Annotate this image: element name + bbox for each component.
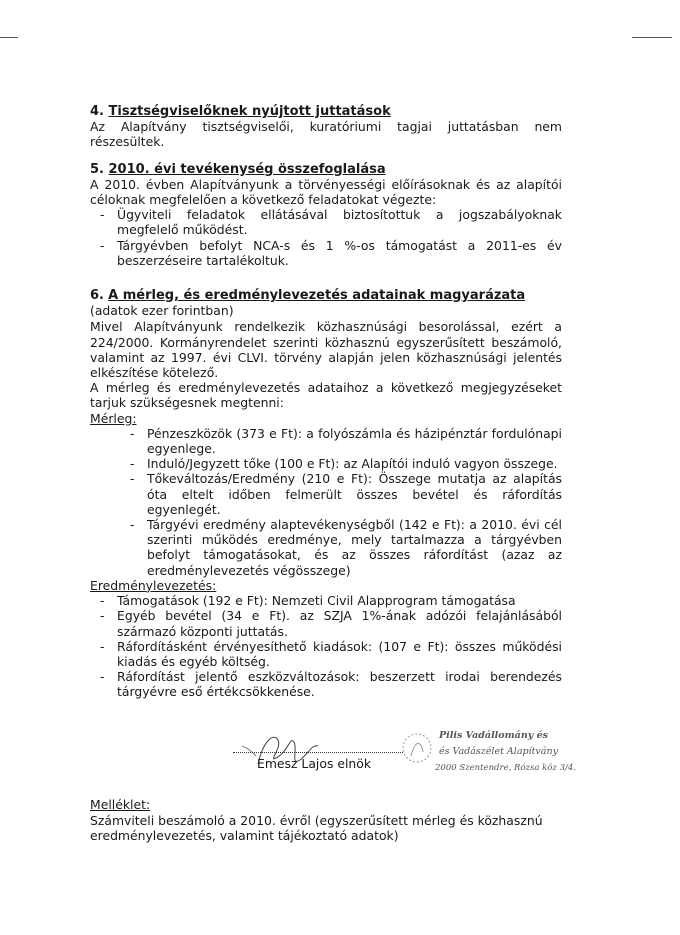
list-item: - Tárgyévi eredmény alaptevékenységből (142 e Ft): a 2010. évi cél szerinti működés eredménye, mely tartalmazza a tárgyévben befolyt támogatásokat, és az összes ráfordítást (azaz az eredménylevezetés végösszege) <box>130 517 562 578</box>
section-5-text: A 2010. évben Alapítványunk a törvényességi előírásoknak és az alapítói céloknak megfelelően a következő feladatokat végezte: <box>90 176 562 208</box>
section-4-heading <box>90 104 562 119</box>
eredmeny-list <box>90 593 562 699</box>
section-6-heading <box>90 287 562 319</box>
list-item-text: Ügyviteli feladatok ellátásával biztosítottuk a jogszabályoknak megfelelő működést. <box>117 207 562 238</box>
list-item: - Ráfordítást jelentő eszközváltozások: beszerzett irodai berendezés tárgyévre eső értékcsökkenése. <box>100 669 562 700</box>
section-5-number: 5. <box>90 161 104 177</box>
signer-name: Emesz Lajos elnök <box>257 756 372 771</box>
list-item-text: Ráfordítást jelentő eszközváltozások: beszerzett irodai berendezés tárgyévre eső értékcsökkenése. <box>117 669 562 700</box>
list-item-text: Tárgyévi eredmény alaptevékenységből (142 e Ft): a 2010. évi cél szerinti működés eredménye, mely tartalmazza a tárgyévben befolyt támogatásokat, és az összes ráfordítást (azaz az eredménylevezetés végösszege) <box>147 517 562 578</box>
list-item-text: Tőkeváltozás/Eredmény (210 e Ft): Összege mutatja az alapítás óta eltelt időben felmerült összes bevétel és ráfordítás egyenlegét. <box>147 471 562 517</box>
section-5-heading <box>90 162 562 177</box>
section-6-title: A mérleg, és eredménylevezetés adatainak magyarázata <box>108 288 526 304</box>
list-item-text: Induló/Jegyzett tőke (100 e Ft): az Alapítói induló vagyon összege. <box>147 456 558 472</box>
stamp-emblem-icon <box>401 726 435 776</box>
section-5-title: 2010. évi tevékenység összefoglalása <box>108 161 386 177</box>
list-item-text: Támogatások (192 e Ft): Nemzeti Civil Alapprogram támogatása <box>117 593 516 609</box>
section-4-text: Az Alapítvány tisztségviselői, kuratóriumi tagjai juttatásban nem részesültek. <box>90 119 562 150</box>
section-4-number: 4. <box>90 104 104 119</box>
section-6-para-2: A mérleg és eredménylevezetés adataihoz a következő megjegyzéseket tarjuk szükségesnek megtenni: <box>90 380 562 411</box>
eredmeny-label: Eredménylevezetés: <box>90 577 217 593</box>
section-6-para-1: Mivel Alapítványunk rendelkezik közhasznúsági besorolással, ezért a 224/2000. Kormányrendelet szerinti közhasznú egyszerűsített beszámoló, valamint az 1997. évi CLVI. törvény alapján jelen közhasznúsági jelentés elkészítése kötelező. <box>90 319 562 381</box>
section-4-title: Tisztségviselőknek nyújtott juttatások <box>108 104 391 119</box>
list-item: - Ügyviteli feladatok ellátásával biztosítottuk a jogszabályoknak megfelelő működést. <box>100 207 562 238</box>
attachment-section <box>90 797 562 844</box>
list-item: - Ráfordításként érvényesíthető kiadások: (107 e Ft): összes működési kiadás és egyéb költség. <box>100 638 562 669</box>
section-5-list <box>90 207 562 268</box>
list-item-text: Ráfordításként érvényesíthető kiadások: (107 e Ft): összes működési kiadás és egyéb költség. <box>117 638 562 669</box>
list-item: - Támogatások (192 e Ft): Nemzeti Civil Alapprogram támogatása <box>100 593 516 609</box>
section-6-number: 6. <box>90 288 104 304</box>
list-item: - Induló/Jegyzett tőke (100 e Ft): az Alapítói induló vagyon összege. <box>130 456 558 472</box>
organization-stamp <box>405 724 595 784</box>
stamp-line-2: és Vadászélet Alapítvány <box>439 746 558 757</box>
list-item: - Tárgyévben befolyt NCA-s és 1 %-os támogatást a 2011-es év beszerzéseire tartalékoltuk. <box>100 237 562 268</box>
stamp-line-3: 2000 Szentendre, Rózsa köz 3/4. <box>435 763 576 773</box>
list-item: - Tőkeváltozás/Eredmény (210 e Ft): Összege mutatja az alapítás óta eltelt időben felmerült összes bevétel és ráfordítás egyenlegét. <box>130 471 562 517</box>
attachment-label: Melléklet: <box>90 797 151 812</box>
merleg-label: Mérleg: <box>90 410 137 426</box>
section-6-heading-suffix: (adatok ezer forintban) <box>90 303 234 319</box>
list-item-text: Pénzeszközök (373 e Ft): a folyószámla és házipénztár fordulónapi egyenlege. <box>147 425 562 457</box>
list-item-text: Tárgyévben befolyt NCA-s és 1 %-os támogatást a 2011-es év beszerzéseire tartalékoltuk. <box>117 237 562 268</box>
merleg-list <box>90 426 562 578</box>
corner-rule-left <box>0 37 18 38</box>
attachment-text: Számviteli beszámoló a 2010. évről (egyszerűsített mérleg és közhasznú eredménylevezetés, valamint tájékoztató adatok) <box>90 812 543 844</box>
document-body <box>90 104 562 700</box>
list-item: - Pénzeszközök (373 e Ft): a folyószámla és házipénztár fordulónapi egyenlege. <box>130 425 562 457</box>
list-item-text: Egyéb bevétel (34 e Ft). az SZJA 1%-ának adózói felajánlásából származó központi juttatás. <box>117 608 562 639</box>
list-item: - Egyéb bevétel (34 e Ft). az SZJA 1%-ának adózói felajánlásából származó központi juttatás. <box>100 608 562 639</box>
stamp-line-1: Pilis Vadállomány és <box>439 730 548 741</box>
corner-rule-right <box>632 37 672 38</box>
signature-line <box>233 752 403 753</box>
